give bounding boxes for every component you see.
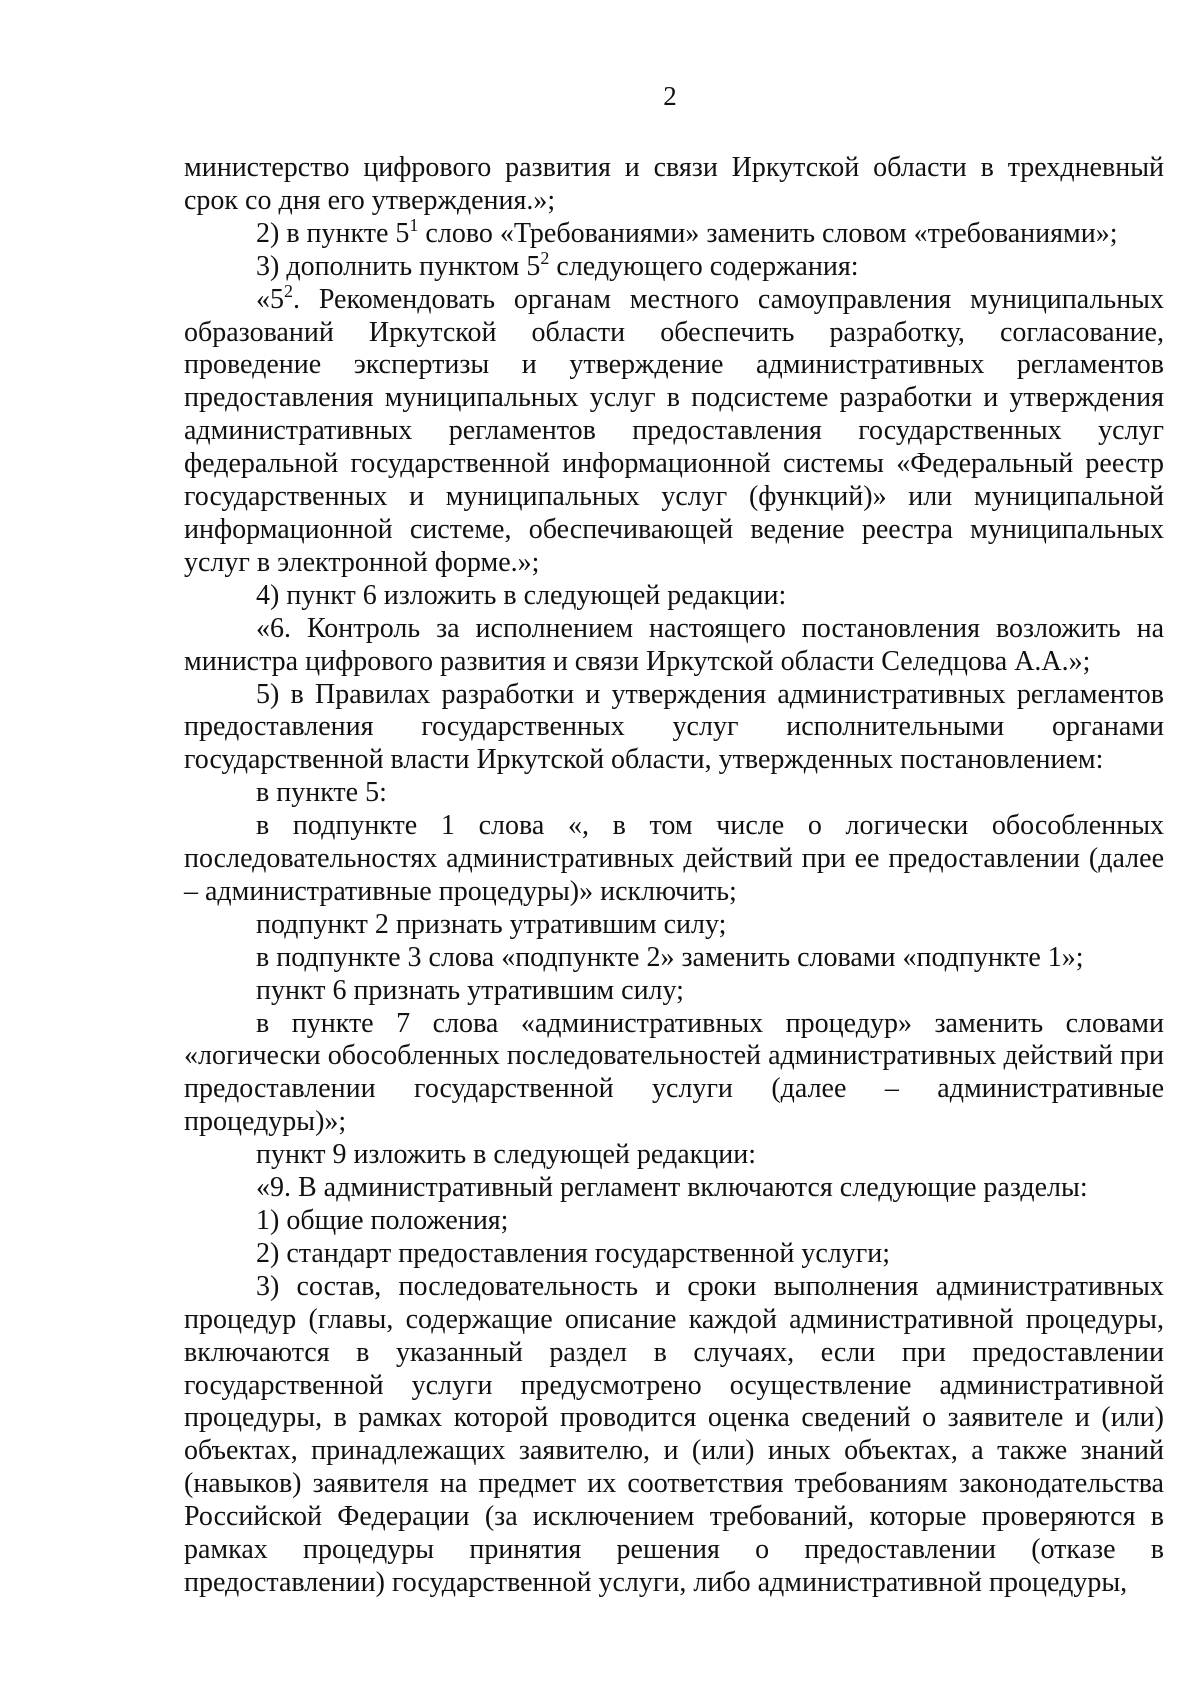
superscript: 2 (540, 247, 550, 268)
paragraph-point-5-2: «$5^2$. Рекомендовать органам местного самоуправления муниципальных образований Иркутской области обеспечить разработку, согласование, проведение экспертизы и утверждение административных регламентов предоставления муниципальных услуг в подсистеме разработки и утверждения административных регламентов предоставления государственных услуг федеральной государственной информационной системы «Федеральный реестр государственных и муниципальных услуг (функций)» или муниципальной информационной системе, обеспечивающей ведение реестра муниципальных услуг в электронной форме.»; (184, 280, 1164, 578)
page-number: 2 (663, 81, 677, 111)
paragraph-continuation: министерство цифрового развития и связи Иркутской области в трехдневный срок со дня его утверждения.»; (184, 152, 1164, 216)
paragraph-item-5: 5) в Правилах разработки и утверждения административных регламентов предоставления государственных услуг исполнительными органами государственной власти Иркутской области, утвержденных постановлением: (184, 678, 1164, 776)
paragraph-item-3: 3) дополнить пунктом $5^2$ следующего содержания: (256, 247, 859, 282)
paragraph-in-point-5: в пункте 5: (256, 777, 387, 809)
paragraph-subpoint-3: в подпункте 3 слова «подпункте 2» заменить словами «подпункте 1»; (256, 941, 1084, 973)
paragraph-subpoint-2: подпункт 2 признать утратившим силу; (256, 908, 727, 940)
paragraph-point-9: пункт 9 изложить в следующей редакции: (256, 1139, 756, 1171)
paragraph-item-2: 2) в пункте $5^1$ слово «Требованиями» заменить словом «требованиями»; (256, 214, 1118, 249)
superscript: 1 (409, 214, 419, 235)
paragraph-point-7: в пункте 7 слова «административных процедур» заменить словами «логически обособленных последовательностей административных действий при предоставлении государственной услуги (далее – административные процедуры)»; (184, 1007, 1164, 1138)
superscript: 2 (284, 280, 293, 301)
paragraph-point-9-text: «9. В административный регламент включаются следующие разделы: (256, 1172, 1088, 1204)
document-body (184, 152, 1164, 1600)
paragraph-section-2: 2) стандарт предоставления государственной услуги; (256, 1237, 891, 1269)
paragraph-point-6-void: пункт 6 признать утратившим силу; (256, 974, 684, 1006)
paragraph-subpoint-1: в подпункте 1 слова «, в том числе о логически обособленных последовательностях административных действий при ее предоставлении (далее – административные процедуры)» исключить; (184, 810, 1164, 907)
paragraph-section-1: 1) общие положения; (256, 1205, 509, 1236)
paragraph-item-4: 4) пункт 6 изложить в следующей редакции: (256, 579, 787, 611)
paragraph-point-6: «6. Контроль за исполнением настоящего постановления возложить на министра цифрового развития и связи Иркутской области Селедцова А.А.»; (184, 612, 1164, 677)
paragraph-section-3: 3) состав, последовательность и сроки выполнения административных процедур (главы, содержащие описание каждой административной процедуры, включаются в указанный раздел в случаях, если при предоставлении государственной услуги предусмотрено осуществление административной процедуры, в рамках которой проводится оценка сведений о заявителе и (или) объектах, принадлежащих заявителю, и (или) иных объектах, а также знаний (навыков) заявителя на предмет их соответствия требованиям законодательства Российской Федерации (за исключением требований, которые проверяются в рамках процедуры принятия решения о предоставлении (отказе в предоставлении) государственной услуги, либо административной процедуры, (184, 1270, 1164, 1598)
